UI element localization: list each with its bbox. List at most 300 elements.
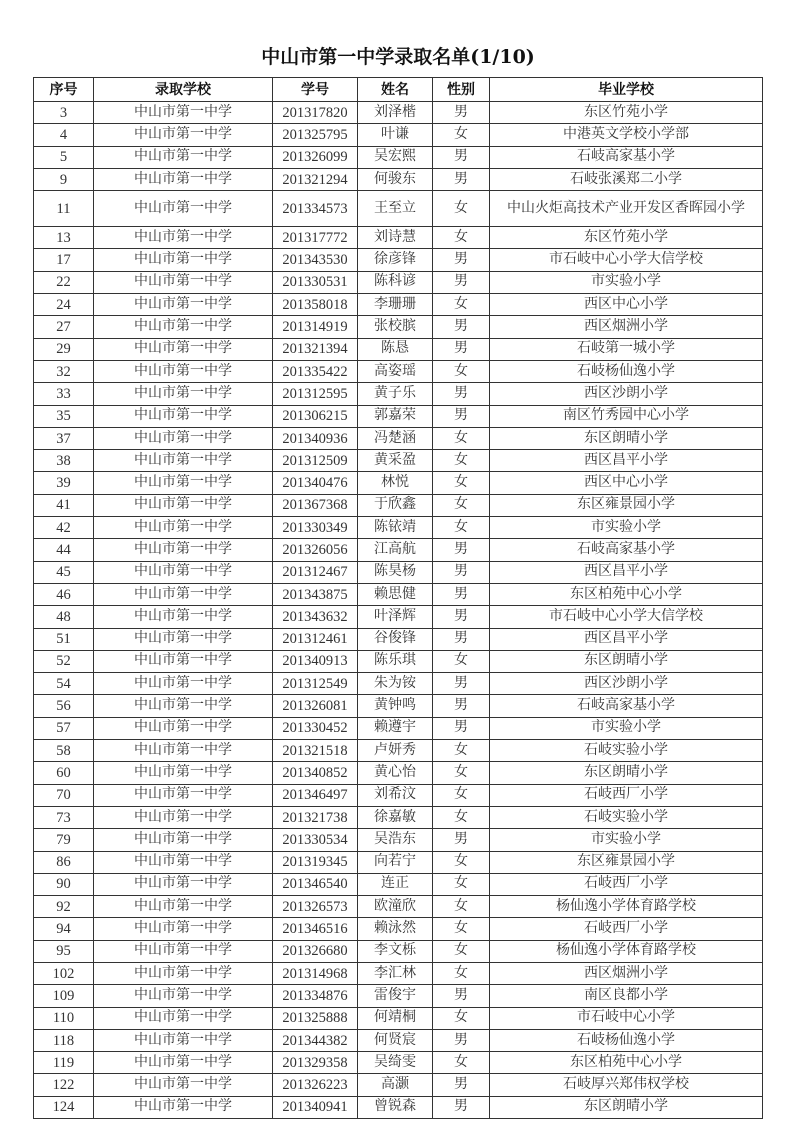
col-gender: 男: [433, 717, 490, 739]
col-admitted-school: 中山市第一中学: [94, 673, 273, 695]
col-index: 119: [34, 1052, 94, 1074]
table-row: [34, 360, 763, 382]
table-row: [34, 271, 763, 293]
col-admitted-school: 中山市第一中学: [94, 873, 273, 895]
col-admitted-school: 中山市第一中学: [94, 985, 273, 1007]
col-admitted-school: 中山市第一中学: [94, 227, 273, 249]
col-gender: 男: [433, 628, 490, 650]
col-student-id: 201340476: [273, 472, 358, 494]
col-gender: 男: [433, 561, 490, 583]
table-row: [34, 873, 763, 895]
col-graduated-school: 石岐杨仙逸小学: [490, 1029, 763, 1051]
col-graduated-school: 西区沙朗小学: [490, 673, 763, 695]
col-gender: 男: [433, 405, 490, 427]
col-index: 60: [34, 762, 94, 784]
admission-table: [33, 77, 763, 1119]
col-admitted-school: 中山市第一中学: [94, 650, 273, 672]
col-index: 73: [34, 806, 94, 828]
col-graduated-school: 石岐张溪郑二小学: [490, 168, 763, 190]
table-row: [34, 740, 763, 762]
col-student-id: 201340913: [273, 650, 358, 672]
col-student-id: 201321738: [273, 806, 358, 828]
col-name: 黄子乐: [358, 383, 433, 405]
col-graduated-school: 东区雍景园小学: [490, 851, 763, 873]
col-gender: 女: [433, 873, 490, 895]
col-gender: 男: [433, 606, 490, 628]
col-student-id: 201325888: [273, 1007, 358, 1029]
col-graduated-school: 东区竹苑小学: [490, 227, 763, 249]
col-index: 44: [34, 539, 94, 561]
col-index: 102: [34, 962, 94, 984]
col-gender: 男: [433, 146, 490, 168]
col-name: 冯楚涵: [358, 427, 433, 449]
col-student-id: 201329358: [273, 1052, 358, 1074]
col-index: 32: [34, 360, 94, 382]
col-graduated-school: 西区沙朗小学: [490, 383, 763, 405]
col-name: 徐嘉敏: [358, 806, 433, 828]
col-index: 48: [34, 606, 94, 628]
col-admitted-school: 中山市第一中学: [94, 249, 273, 271]
col-gender: 男: [433, 1074, 490, 1096]
table-row: [34, 1074, 763, 1096]
col-student-id: 201321394: [273, 338, 358, 360]
table-row: [34, 918, 763, 940]
col-name: 何贤宸: [358, 1029, 433, 1051]
col-graduated-school: 中山火炬高技术产业开发区香晖园小学: [490, 191, 763, 227]
table-row: [34, 427, 763, 449]
col-student-id: 201317772: [273, 227, 358, 249]
col-name: 林悦: [358, 472, 433, 494]
col-admitted-school: 中山市第一中学: [94, 829, 273, 851]
table-row: [34, 191, 763, 227]
col-name: 高灏: [358, 1074, 433, 1096]
col-gender: 男: [433, 102, 490, 124]
col-student-id: 201326099: [273, 146, 358, 168]
col-index: 4: [34, 124, 94, 146]
col-student-id: 201321518: [273, 740, 358, 762]
col-graduated-school: 石岐西厂小学: [490, 784, 763, 806]
col-index: 45: [34, 561, 94, 583]
col-name: 刘希汶: [358, 784, 433, 806]
col-index: 11: [34, 191, 94, 227]
col-graduated-school: 石岐杨仙逸小学: [490, 360, 763, 382]
col-index: 22: [34, 271, 94, 293]
col-index: 33: [34, 383, 94, 405]
col-name: 李珊珊: [358, 294, 433, 316]
header-name: 姓名: [358, 78, 433, 102]
col-gender: 男: [433, 168, 490, 190]
col-graduated-school: 杨仙逸小学体育路学校: [490, 940, 763, 962]
col-index: 35: [34, 405, 94, 427]
col-index: 54: [34, 673, 94, 695]
col-index: 46: [34, 583, 94, 605]
col-student-id: 201343632: [273, 606, 358, 628]
col-student-id: 201343530: [273, 249, 358, 271]
col-admitted-school: 中山市第一中学: [94, 102, 273, 124]
col-graduated-school: 石岐高家基小学: [490, 695, 763, 717]
col-gender: 女: [433, 806, 490, 828]
col-student-id: 201314919: [273, 316, 358, 338]
col-name: 叶谦: [358, 124, 433, 146]
col-graduated-school: 市实验小学: [490, 517, 763, 539]
col-gender: 女: [433, 851, 490, 873]
col-name: 李汇林: [358, 962, 433, 984]
col-gender: 男: [433, 383, 490, 405]
col-gender: 女: [433, 896, 490, 918]
col-admitted-school: 中山市第一中学: [94, 583, 273, 605]
col-student-id: 201312467: [273, 561, 358, 583]
col-graduated-school: 东区雍景园小学: [490, 494, 763, 516]
col-admitted-school: 中山市第一中学: [94, 1052, 273, 1074]
col-gender: 男: [433, 249, 490, 271]
col-admitted-school: 中山市第一中学: [94, 539, 273, 561]
col-index: 27: [34, 316, 94, 338]
col-admitted-school: 中山市第一中学: [94, 271, 273, 293]
col-admitted-school: 中山市第一中学: [94, 628, 273, 650]
table-row: [34, 472, 763, 494]
col-student-id: 201321294: [273, 168, 358, 190]
col-index: 90: [34, 873, 94, 895]
col-admitted-school: 中山市第一中学: [94, 294, 273, 316]
col-index: 29: [34, 338, 94, 360]
col-name: 黄采盈: [358, 450, 433, 472]
col-graduated-school: 市实验小学: [490, 271, 763, 293]
table-row: [34, 450, 763, 472]
col-student-id: 201330349: [273, 517, 358, 539]
col-gender: 男: [433, 539, 490, 561]
col-gender: 女: [433, 1007, 490, 1029]
col-graduated-school: 西区烟洲小学: [490, 316, 763, 338]
col-student-id: 201326680: [273, 940, 358, 962]
col-name: 连正: [358, 873, 433, 895]
col-gender: 女: [433, 918, 490, 940]
col-admitted-school: 中山市第一中学: [94, 962, 273, 984]
col-name: 陈恳: [358, 338, 433, 360]
col-gender: 女: [433, 227, 490, 249]
col-index: 37: [34, 427, 94, 449]
col-name: 黄心怡: [358, 762, 433, 784]
table-row: [34, 962, 763, 984]
col-admitted-school: 中山市第一中学: [94, 1096, 273, 1118]
col-gender: 男: [433, 316, 490, 338]
col-graduated-school: 东区朗晴小学: [490, 1096, 763, 1118]
col-student-id: 201312461: [273, 628, 358, 650]
header-graduated-school: 毕业学校: [490, 78, 763, 102]
col-name: 赖遵宇: [358, 717, 433, 739]
col-index: 24: [34, 294, 94, 316]
col-gender: 女: [433, 940, 490, 962]
col-admitted-school: 中山市第一中学: [94, 695, 273, 717]
table-row: [34, 102, 763, 124]
col-gender: 男: [433, 673, 490, 695]
table-row: [34, 316, 763, 338]
table-row: [34, 1052, 763, 1074]
col-admitted-school: 中山市第一中学: [94, 427, 273, 449]
col-name: 陈铱靖: [358, 517, 433, 539]
col-name: 卢妍秀: [358, 740, 433, 762]
col-index: 9: [34, 168, 94, 190]
col-admitted-school: 中山市第一中学: [94, 1074, 273, 1096]
col-graduated-school: 市实验小学: [490, 717, 763, 739]
table-row: [34, 695, 763, 717]
col-admitted-school: 中山市第一中学: [94, 168, 273, 190]
col-graduated-school: 中港英文学校小学部: [490, 124, 763, 146]
col-graduated-school: 石岐实验小学: [490, 740, 763, 762]
col-gender: 女: [433, 472, 490, 494]
col-index: 56: [34, 695, 94, 717]
col-student-id: 201344382: [273, 1029, 358, 1051]
col-name: 吴宏熙: [358, 146, 433, 168]
col-name: 郭嘉荣: [358, 405, 433, 427]
col-index: 52: [34, 650, 94, 672]
header-student-id: 学号: [273, 78, 358, 102]
col-name: 高姿瑶: [358, 360, 433, 382]
col-student-id: 201326081: [273, 695, 358, 717]
col-gender: 女: [433, 962, 490, 984]
table-row: [34, 1029, 763, 1051]
col-gender: 女: [433, 427, 490, 449]
col-admitted-school: 中山市第一中学: [94, 146, 273, 168]
table-row: [34, 146, 763, 168]
col-student-id: 201367368: [273, 494, 358, 516]
col-index: 70: [34, 784, 94, 806]
col-name: 何靖桐: [358, 1007, 433, 1029]
col-admitted-school: 中山市第一中学: [94, 561, 273, 583]
col-name: 徐彦锋: [358, 249, 433, 271]
col-gender: 男: [433, 338, 490, 360]
col-admitted-school: 中山市第一中学: [94, 940, 273, 962]
col-graduated-school: 西区昌平小学: [490, 561, 763, 583]
col-admitted-school: 中山市第一中学: [94, 1007, 273, 1029]
table-row: [34, 227, 763, 249]
col-student-id: 201312549: [273, 673, 358, 695]
col-student-id: 201346497: [273, 784, 358, 806]
col-gender: 男: [433, 695, 490, 717]
col-admitted-school: 中山市第一中学: [94, 472, 273, 494]
col-graduated-school: 西区昌平小学: [490, 628, 763, 650]
table-row: [34, 784, 763, 806]
table-row: [34, 628, 763, 650]
col-admitted-school: 中山市第一中学: [94, 405, 273, 427]
col-graduated-school: 东区朗晴小学: [490, 762, 763, 784]
table-row: [34, 806, 763, 828]
col-gender: 女: [433, 650, 490, 672]
col-graduated-school: 石岐高家基小学: [490, 146, 763, 168]
table-row: [34, 1007, 763, 1029]
col-index: 13: [34, 227, 94, 249]
col-admitted-school: 中山市第一中学: [94, 124, 273, 146]
col-student-id: 201319345: [273, 851, 358, 873]
col-gender: 男: [433, 271, 490, 293]
col-graduated-school: 西区昌平小学: [490, 450, 763, 472]
col-graduated-school: 市石岐中心小学: [490, 1007, 763, 1029]
table-row: [34, 124, 763, 146]
col-graduated-school: 南区竹秀园中心小学: [490, 405, 763, 427]
col-admitted-school: 中山市第一中学: [94, 191, 273, 227]
header-index: 序号: [34, 78, 94, 102]
col-index: 109: [34, 985, 94, 1007]
col-student-id: 201334573: [273, 191, 358, 227]
table-row: [34, 338, 763, 360]
table-row: [34, 851, 763, 873]
table-row: [34, 673, 763, 695]
col-graduated-school: 石岐厚兴郑伟权学校: [490, 1074, 763, 1096]
col-name: 向若宁: [358, 851, 433, 873]
col-graduated-school: 市石岐中心小学大信学校: [490, 606, 763, 628]
col-graduated-school: 杨仙逸小学体育路学校: [490, 896, 763, 918]
col-gender: 女: [433, 740, 490, 762]
col-graduated-school: 东区柏苑中心小学: [490, 583, 763, 605]
col-student-id: 201346516: [273, 918, 358, 940]
table-row: [34, 1096, 763, 1118]
col-graduated-school: 南区良都小学: [490, 985, 763, 1007]
table-header-row: [34, 78, 763, 102]
col-name: 陈科谚: [358, 271, 433, 293]
col-gender: 女: [433, 784, 490, 806]
col-admitted-school: 中山市第一中学: [94, 896, 273, 918]
col-name: 欧潼欣: [358, 896, 433, 918]
col-admitted-school: 中山市第一中学: [94, 316, 273, 338]
col-student-id: 201312595: [273, 383, 358, 405]
col-student-id: 201340936: [273, 427, 358, 449]
col-student-id: 201334876: [273, 985, 358, 1007]
col-name: 王至立: [358, 191, 433, 227]
col-graduated-school: 东区朗晴小学: [490, 650, 763, 672]
table-row: [34, 583, 763, 605]
col-graduated-school: 石岐西厂小学: [490, 918, 763, 940]
col-index: 122: [34, 1074, 94, 1096]
col-gender: 女: [433, 1052, 490, 1074]
col-name: 赖思健: [358, 583, 433, 605]
table-row: [34, 294, 763, 316]
col-student-id: 201330452: [273, 717, 358, 739]
col-index: 92: [34, 896, 94, 918]
col-index: 5: [34, 146, 94, 168]
col-name: 李文栎: [358, 940, 433, 962]
col-admitted-school: 中山市第一中学: [94, 338, 273, 360]
col-admitted-school: 中山市第一中学: [94, 762, 273, 784]
col-admitted-school: 中山市第一中学: [94, 717, 273, 739]
table-row: [34, 896, 763, 918]
col-name: 刘泽楷: [358, 102, 433, 124]
col-index: 51: [34, 628, 94, 650]
col-index: 41: [34, 494, 94, 516]
col-name: 江高航: [358, 539, 433, 561]
col-index: 94: [34, 918, 94, 940]
table-row: [34, 985, 763, 1007]
col-name: 何骏东: [358, 168, 433, 190]
table-row: [34, 405, 763, 427]
col-name: 张校膑: [358, 316, 433, 338]
col-index: 95: [34, 940, 94, 962]
col-graduated-school: 市石岐中心小学大信学校: [490, 249, 763, 271]
table-row: [34, 717, 763, 739]
col-index: 110: [34, 1007, 94, 1029]
col-gender: 男: [433, 829, 490, 851]
col-student-id: 201340941: [273, 1096, 358, 1118]
table-row: [34, 829, 763, 851]
col-graduated-school: 石岐第一城小学: [490, 338, 763, 360]
table-row: [34, 762, 763, 784]
table-row: [34, 517, 763, 539]
col-graduated-school: 石岐高家基小学: [490, 539, 763, 561]
col-gender: 男: [433, 583, 490, 605]
col-gender: 女: [433, 762, 490, 784]
col-name: 吴浩东: [358, 829, 433, 851]
page-title: 中山市第一中学录取名单(1/10): [261, 46, 535, 68]
col-name: 曾锐森: [358, 1096, 433, 1118]
col-graduated-school: 东区竹苑小学: [490, 102, 763, 124]
col-admitted-school: 中山市第一中学: [94, 360, 273, 382]
col-admitted-school: 中山市第一中学: [94, 383, 273, 405]
col-name: 叶泽辉: [358, 606, 433, 628]
table-row: [34, 650, 763, 672]
table-row: [34, 383, 763, 405]
col-student-id: 201312509: [273, 450, 358, 472]
col-student-id: 201326223: [273, 1074, 358, 1096]
table-row: [34, 606, 763, 628]
col-gender: 女: [433, 494, 490, 516]
col-admitted-school: 中山市第一中学: [94, 806, 273, 828]
col-graduated-school: 东区柏苑中心小学: [490, 1052, 763, 1074]
col-gender: 女: [433, 294, 490, 316]
col-name: 刘诗慧: [358, 227, 433, 249]
col-student-id: 201335422: [273, 360, 358, 382]
col-admitted-school: 中山市第一中学: [94, 851, 273, 873]
col-graduated-school: 西区中心小学: [490, 294, 763, 316]
col-student-id: 201346540: [273, 873, 358, 895]
table-row: [34, 494, 763, 516]
col-gender: 女: [433, 191, 490, 227]
col-index: 3: [34, 102, 94, 124]
col-graduated-school: 东区朗晴小学: [490, 427, 763, 449]
col-student-id: 201325795: [273, 124, 358, 146]
col-admitted-school: 中山市第一中学: [94, 606, 273, 628]
col-index: 39: [34, 472, 94, 494]
col-student-id: 201343875: [273, 583, 358, 605]
col-admitted-school: 中山市第一中学: [94, 784, 273, 806]
col-student-id: 201340852: [273, 762, 358, 784]
table-row: [34, 539, 763, 561]
col-index: 124: [34, 1096, 94, 1118]
col-gender: 男: [433, 985, 490, 1007]
col-index: 79: [34, 829, 94, 851]
col-gender: 女: [433, 450, 490, 472]
col-gender: 男: [433, 1029, 490, 1051]
col-admitted-school: 中山市第一中学: [94, 494, 273, 516]
col-index: 57: [34, 717, 94, 739]
col-student-id: 201326573: [273, 896, 358, 918]
header-admitted-school: 录取学校: [94, 78, 273, 102]
col-graduated-school: 西区中心小学: [490, 472, 763, 494]
col-name: 陈乐琪: [358, 650, 433, 672]
col-gender: 女: [433, 124, 490, 146]
col-index: 17: [34, 249, 94, 271]
table-row: [34, 249, 763, 271]
col-graduated-school: 市实验小学: [490, 829, 763, 851]
table-row: [34, 561, 763, 583]
col-index: 118: [34, 1029, 94, 1051]
table-body: [34, 102, 763, 1119]
col-gender: 女: [433, 517, 490, 539]
col-name: 黄钟鸣: [358, 695, 433, 717]
header-gender: 性别: [433, 78, 490, 102]
col-name: 吴绮雯: [358, 1052, 433, 1074]
col-admitted-school: 中山市第一中学: [94, 918, 273, 940]
col-index: 42: [34, 517, 94, 539]
col-admitted-school: 中山市第一中学: [94, 740, 273, 762]
col-student-id: 201358018: [273, 294, 358, 316]
